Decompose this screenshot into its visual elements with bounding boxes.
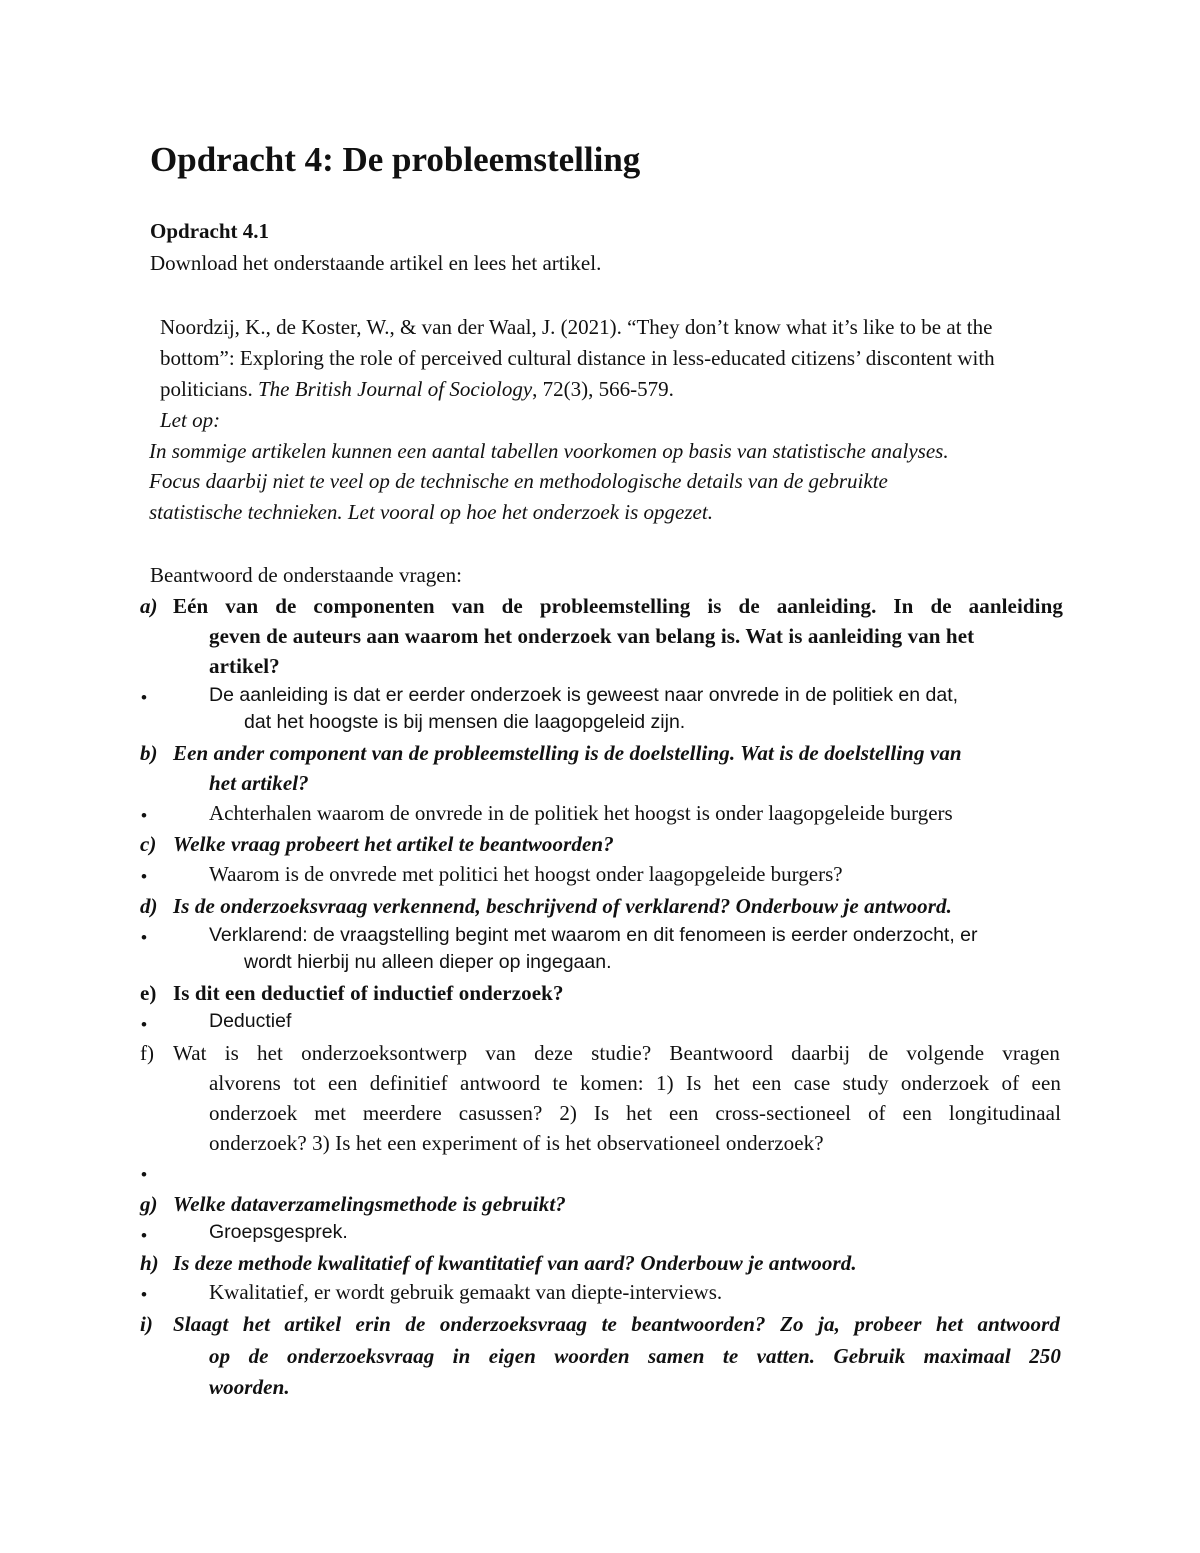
question-b-line-2: het artikel? xyxy=(209,771,309,795)
reference-journal: The British Journal of Sociology xyxy=(258,377,533,401)
question-i-line-2: op de onderzoeksvraag in eigen woorden samen te vatten. Gebruik maximaal 250 xyxy=(209,1344,1061,1368)
reference-line-3 xyxy=(160,379,674,400)
question-i-line-3: woorden. xyxy=(209,1375,290,1399)
section-heading: Opdracht 4.1 xyxy=(150,219,270,243)
question-marker-i: i) xyxy=(140,1312,153,1336)
reference-line-1: Noordzij, K., de Koster, W., & van der Waal, J. (2021). “They don’t know what it’s like to be at the xyxy=(160,315,993,339)
question-a-line-2: geven de auteurs aan waarom het onderzoek van belang is. Wat is aanleiding van het xyxy=(209,624,975,648)
bullet: • xyxy=(141,928,147,947)
note-line-1: In sommige artikelen kunnen een aantal tabellen voorkomen op basis van statistische analyses. xyxy=(149,439,949,463)
reference-authors-tail: politicians. xyxy=(160,377,258,401)
question-f-line-2: alvorens tot een definitief antwoord te komen: 1) Is het een case study onderzoek of een xyxy=(209,1071,1061,1095)
note-label: Let op: xyxy=(160,408,221,432)
bullet: • xyxy=(141,1165,147,1184)
questions-intro: Beantwoord de onderstaande vragen: xyxy=(150,563,462,587)
question-f-line-1: Wat is het onderzoeksontwerp van deze studie? Beantwoord daarbij de volgende vragen xyxy=(173,1041,1060,1065)
question-e-line-1: Is dit een deductief of inductief onderzoek? xyxy=(173,981,564,1005)
bullet: • xyxy=(141,1015,147,1034)
answer-h-line-1: Kwalitatief, er wordt gebruik gemaakt van diepte-interviews. xyxy=(209,1280,723,1304)
question-h-line-1: Is deze methode kwalitatief of kwantitatief van aard? Onderbouw je antwoord. xyxy=(173,1251,857,1275)
answer-c-line-1: Waarom is de onvrede met politici het hoogst onder laagopgeleide burgers? xyxy=(209,862,843,886)
question-marker-g: g) xyxy=(140,1192,158,1216)
question-i-line-1: Slaagt het artikel erin de onderzoeksvraag te beantwoorden? Zo ja, probeer het antwoord xyxy=(173,1312,1060,1336)
note-line-3: statistische technieken. Let vooral op hoe het onderzoek is opgezet. xyxy=(149,500,713,524)
question-f-line-3: onderzoek met meerdere casussen? 2) Is het een cross-sectioneel of een longitudinaal xyxy=(209,1101,1061,1125)
question-marker-c: c) xyxy=(140,832,157,856)
question-g-line-1: Welke dataverzamelingsmethode is gebruikt? xyxy=(173,1192,566,1216)
question-a-line-1: Eén van de componenten van de probleemstelling is de aanleiding. In de aanleiding xyxy=(173,594,1063,618)
answer-a-line-2: dat het hoogste is bij mensen die laagopgeleid zijn. xyxy=(244,711,686,733)
question-marker-a: a) xyxy=(140,594,158,618)
answer-b-line-1: Achterhalen waarom de onvrede in de politiek het hoogst is onder laagopgeleide burgers xyxy=(209,801,953,825)
note-line-2: Focus daarbij niet te veel op de technische en methodologische details van de gebruikte xyxy=(149,469,888,493)
answer-e-line-1: Deductief xyxy=(209,1010,292,1032)
bullet: • xyxy=(141,688,147,707)
intro-text: Download het onderstaande artikel en lees het artikel. xyxy=(150,251,602,275)
bullet: • xyxy=(141,806,147,825)
reference-line-2: bottom”: Exploring the role of perceived cultural distance in less-educated citizens’ discontent with xyxy=(160,346,995,370)
answer-a-line-1: De aanleiding is dat er eerder onderzoek is geweest naar onvrede in de politiek en dat, xyxy=(209,684,959,706)
question-a-line-3: artikel? xyxy=(209,654,280,678)
question-marker-d: d) xyxy=(140,894,158,918)
answer-d-line-2: wordt hierbij nu alleen dieper op ingegaan. xyxy=(244,951,612,973)
answer-g-line-1: Groepsgesprek. xyxy=(209,1221,348,1243)
bullet: • xyxy=(141,867,147,886)
reference-volume: , 72(3), 566-579. xyxy=(532,377,674,401)
question-f-line-4: onderzoek? 3) Is het een experiment of is het observationeel onderzoek? xyxy=(209,1131,824,1155)
bullet: • xyxy=(141,1226,147,1245)
question-c-line-1: Welke vraag probeert het artikel te beantwoorden? xyxy=(173,832,614,856)
page-title: Opdracht 4: De probleemstelling xyxy=(150,140,641,179)
question-marker-e: e) xyxy=(140,981,157,1005)
bullet: • xyxy=(141,1285,147,1304)
question-marker-b: b) xyxy=(140,741,158,765)
question-marker-h: h) xyxy=(140,1251,159,1275)
answer-d-line-1: Verklarend: de vraagstelling begint met waarom en dit fenomeen is eerder onderzocht, er xyxy=(209,924,978,946)
question-d-line-1: Is de onderzoeksvraag verkennend, beschrijvend of verklarend? Onderbouw je antwoord. xyxy=(173,894,952,918)
question-b-line-1: Een ander component van de probleemstelling is de doelstelling. Wat is de doelstelling van xyxy=(173,741,962,765)
question-marker-f: f) xyxy=(140,1041,154,1065)
